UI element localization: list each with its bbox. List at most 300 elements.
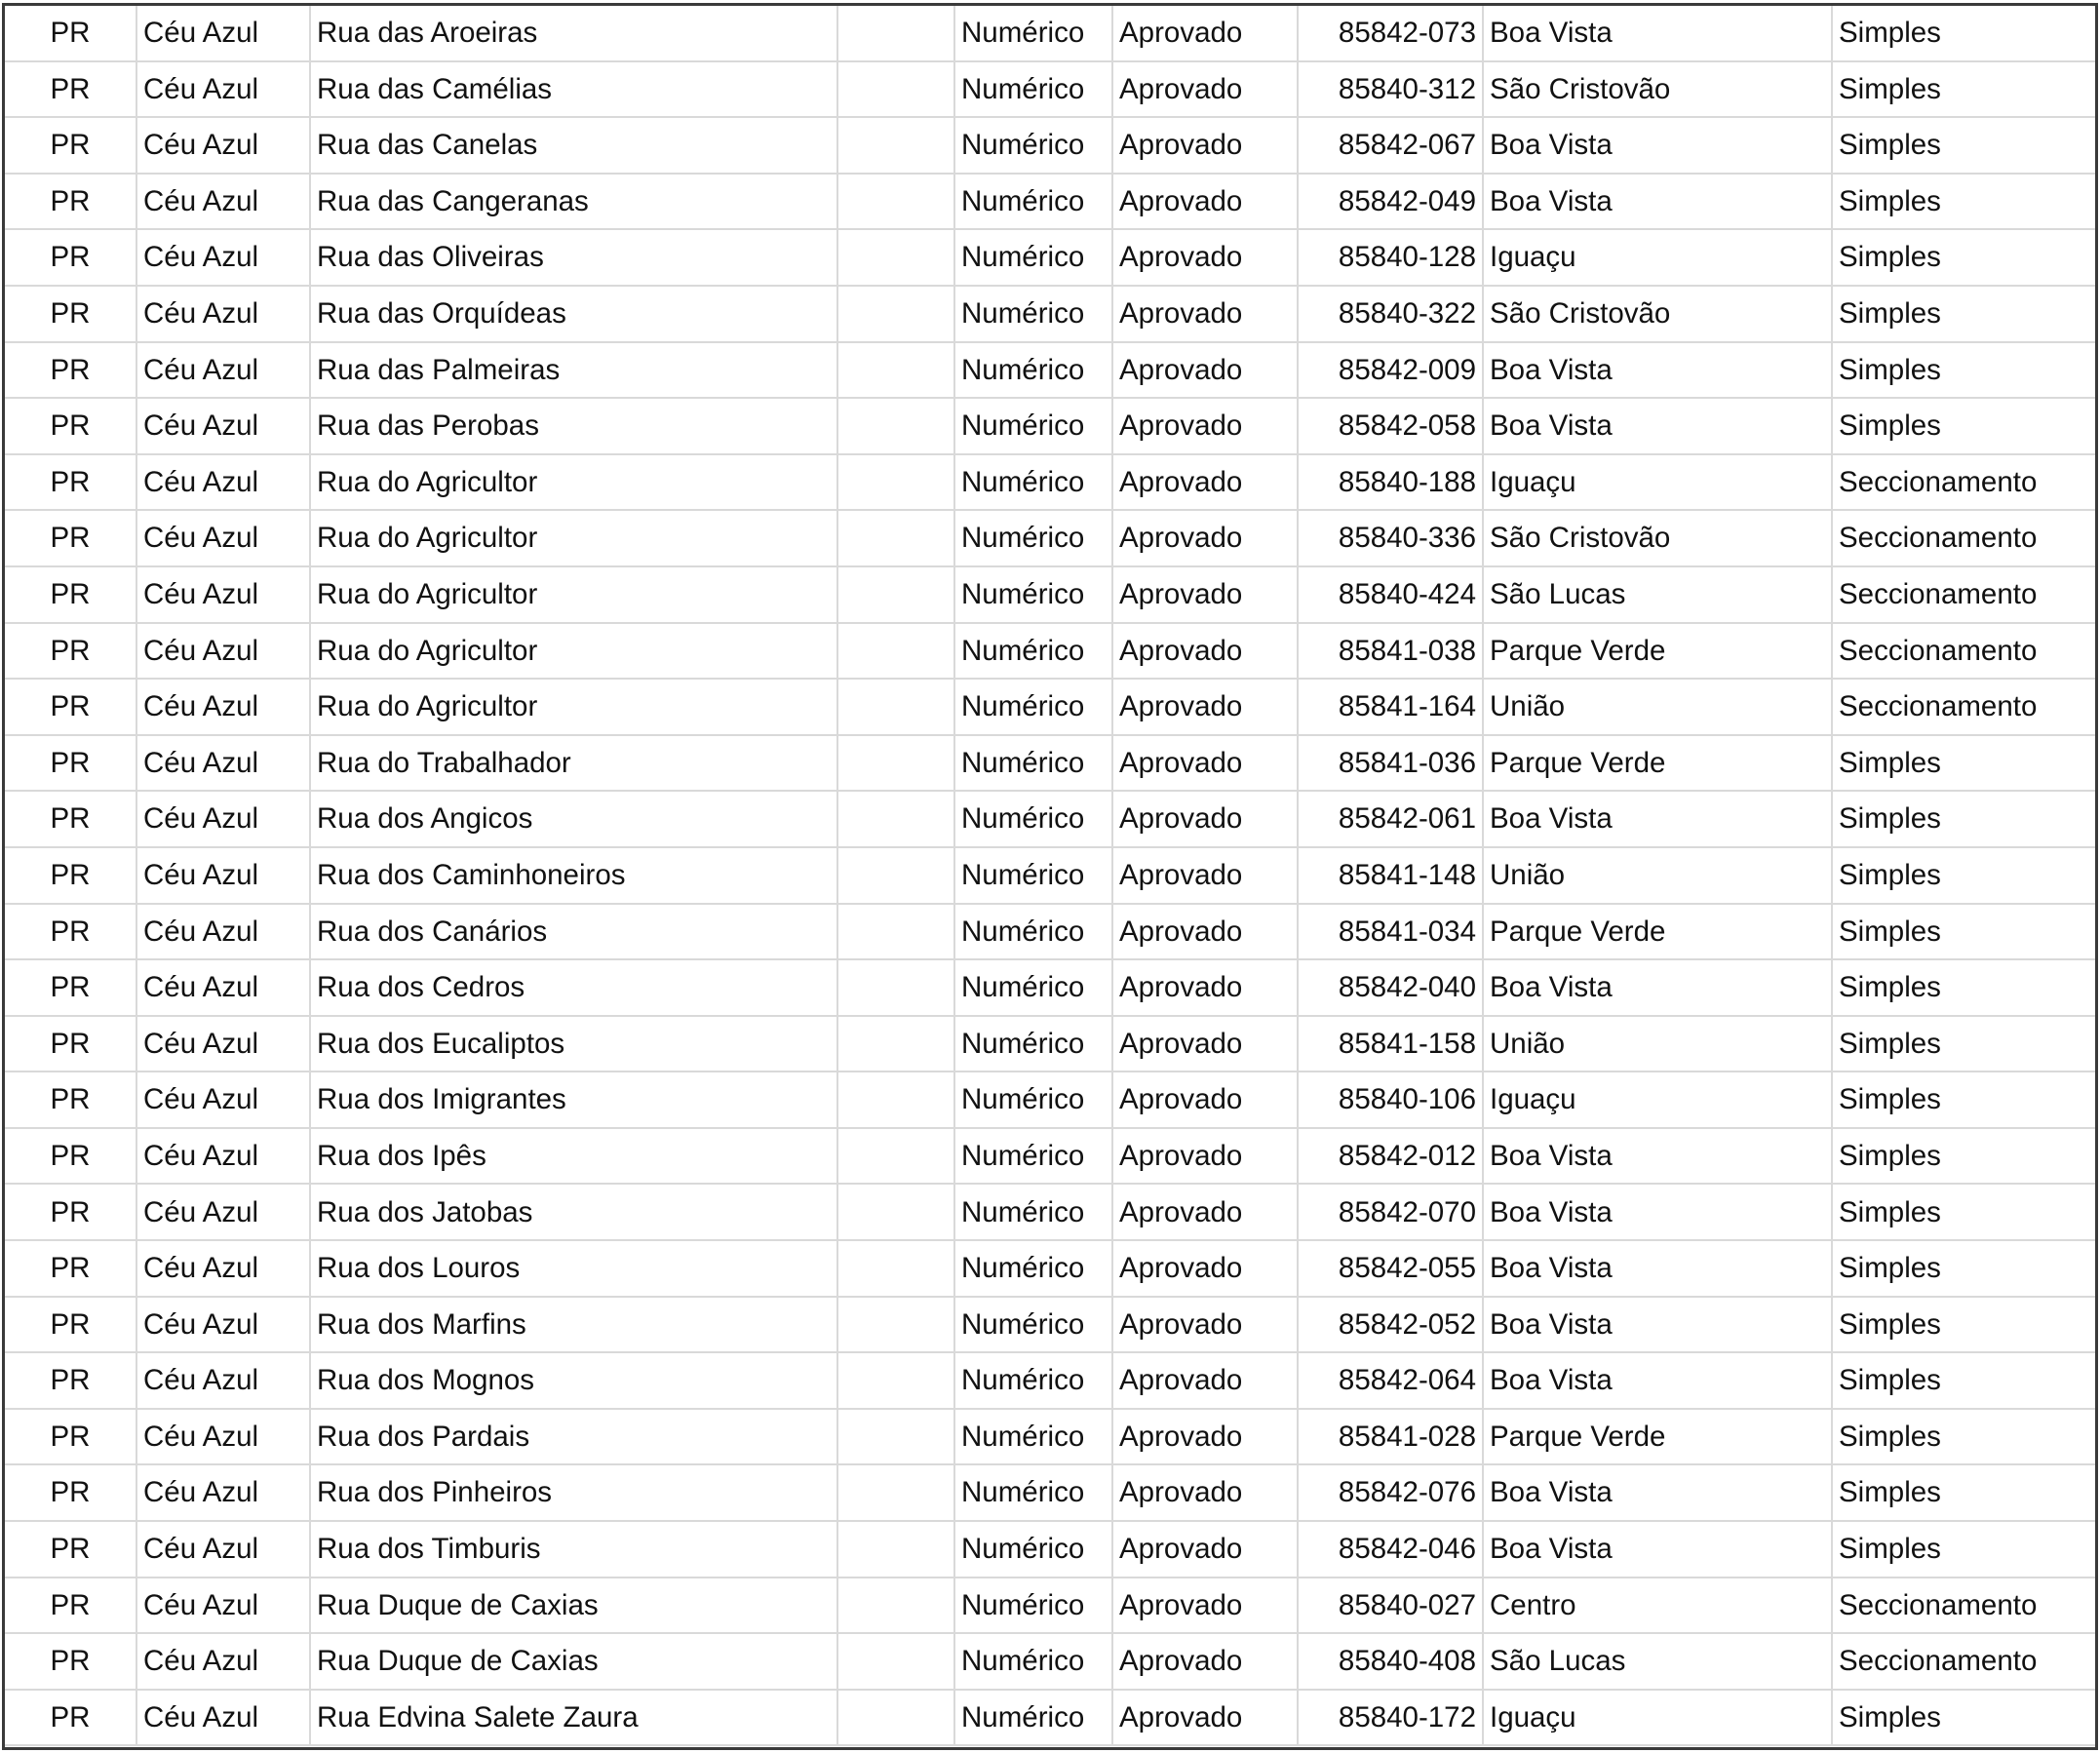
type-cell: Numérico bbox=[954, 904, 1112, 960]
cep-cell: 85841-158 bbox=[1298, 1016, 1483, 1072]
type-cell: Numérico bbox=[954, 342, 1112, 399]
district-cell: União bbox=[1483, 847, 1832, 904]
status-cell: Aprovado bbox=[1112, 61, 1298, 118]
table-row bbox=[5, 1297, 2096, 1353]
street-cell: Rua dos Marfins bbox=[310, 1297, 837, 1353]
street-cell: Rua dos Ipês bbox=[310, 1128, 837, 1185]
category-cell: Simples bbox=[1832, 286, 2096, 342]
category-cell: Simples bbox=[1832, 1409, 2096, 1465]
city-cell: Céu Azul bbox=[136, 1240, 310, 1297]
city-cell: Céu Azul bbox=[136, 1297, 310, 1353]
type-cell: Numérico bbox=[954, 1016, 1112, 1072]
street-cell: Rua dos Cedros bbox=[310, 959, 837, 1016]
empty-cell bbox=[837, 566, 954, 623]
district-cell: Iguaçu bbox=[1483, 454, 1832, 511]
status-cell: Aprovado bbox=[1112, 342, 1298, 399]
table-row bbox=[5, 174, 2096, 230]
category-cell: Simples bbox=[1832, 1464, 2096, 1521]
table-row bbox=[5, 679, 2096, 735]
uf-cell: PR bbox=[5, 735, 136, 792]
cep-cell: 85842-058 bbox=[1298, 398, 1483, 454]
category-cell: Simples bbox=[1832, 791, 2096, 847]
empty-cell bbox=[837, 1016, 954, 1072]
type-cell: Numérico bbox=[954, 454, 1112, 511]
district-cell: Boa Vista bbox=[1483, 6, 1832, 61]
category-cell: Simples bbox=[1832, 61, 2096, 118]
cep-cell: 85842-076 bbox=[1298, 1464, 1483, 1521]
uf-cell: PR bbox=[5, 959, 136, 1016]
type-cell: Numérico bbox=[954, 1690, 1112, 1746]
type-cell: Numérico bbox=[954, 679, 1112, 735]
category-cell: Simples bbox=[1832, 174, 2096, 230]
table-row bbox=[5, 904, 2096, 960]
uf-cell: PR bbox=[5, 398, 136, 454]
category-cell: Simples bbox=[1832, 904, 2096, 960]
category-cell: Simples bbox=[1832, 1016, 2096, 1072]
street-cell: Rua dos Eucaliptos bbox=[310, 1016, 837, 1072]
status-cell: Aprovado bbox=[1112, 566, 1298, 623]
category-cell: Simples bbox=[1832, 229, 2096, 286]
uf-cell: PR bbox=[5, 117, 136, 174]
status-cell: Aprovado bbox=[1112, 174, 1298, 230]
street-cell: Rua dos Canários bbox=[310, 904, 837, 960]
uf-cell: PR bbox=[5, 229, 136, 286]
type-cell: Numérico bbox=[954, 229, 1112, 286]
category-cell: Simples bbox=[1832, 1128, 2096, 1185]
category-cell: Simples bbox=[1832, 1184, 2096, 1240]
category-cell: Simples bbox=[1832, 1690, 2096, 1746]
table-row bbox=[5, 117, 2096, 174]
district-cell: Boa Vista bbox=[1483, 1297, 1832, 1353]
category-cell: Simples bbox=[1832, 735, 2096, 792]
empty-cell bbox=[837, 1578, 954, 1634]
city-cell: Céu Azul bbox=[136, 1016, 310, 1072]
district-cell: Boa Vista bbox=[1483, 174, 1832, 230]
cep-cell: 85841-034 bbox=[1298, 904, 1483, 960]
type-cell: Numérico bbox=[954, 1578, 1112, 1634]
city-cell: Céu Azul bbox=[136, 61, 310, 118]
table-row bbox=[5, 1521, 2096, 1578]
table-row bbox=[5, 510, 2096, 566]
status-cell: Aprovado bbox=[1112, 904, 1298, 960]
type-cell: Numérico bbox=[954, 398, 1112, 454]
district-cell: Iguaçu bbox=[1483, 1690, 1832, 1746]
cep-cell: 85842-012 bbox=[1298, 1128, 1483, 1185]
type-cell: Numérico bbox=[954, 1464, 1112, 1521]
district-cell: União bbox=[1483, 679, 1832, 735]
district-cell: Parque Verde bbox=[1483, 904, 1832, 960]
empty-cell bbox=[837, 679, 954, 735]
type-cell: Numérico bbox=[954, 1521, 1112, 1578]
city-cell: Céu Azul bbox=[136, 1409, 310, 1465]
city-cell: Céu Azul bbox=[136, 342, 310, 399]
empty-cell bbox=[837, 6, 954, 61]
street-cell: Rua dos Pardais bbox=[310, 1409, 837, 1465]
uf-cell: PR bbox=[5, 847, 136, 904]
district-cell: Iguaçu bbox=[1483, 1071, 1832, 1128]
district-cell: Boa Vista bbox=[1483, 342, 1832, 399]
type-cell: Numérico bbox=[954, 1071, 1112, 1128]
uf-cell: PR bbox=[5, 1690, 136, 1746]
table-row bbox=[5, 454, 2096, 511]
uf-cell: PR bbox=[5, 6, 136, 61]
city-cell: Céu Azul bbox=[136, 6, 310, 61]
cep-cell: 85840-027 bbox=[1298, 1578, 1483, 1634]
empty-cell bbox=[837, 398, 954, 454]
city-cell: Céu Azul bbox=[136, 1071, 310, 1128]
table-row bbox=[5, 342, 2096, 399]
table-row bbox=[5, 623, 2096, 680]
status-cell: Aprovado bbox=[1112, 398, 1298, 454]
district-cell: Parque Verde bbox=[1483, 735, 1832, 792]
empty-cell bbox=[837, 791, 954, 847]
uf-cell: PR bbox=[5, 1352, 136, 1409]
type-cell: Numérico bbox=[954, 791, 1112, 847]
status-cell: Aprovado bbox=[1112, 959, 1298, 1016]
cep-cell: 85841-028 bbox=[1298, 1409, 1483, 1465]
city-cell: Céu Azul bbox=[136, 1184, 310, 1240]
city-cell: Céu Azul bbox=[136, 566, 310, 623]
type-cell: Numérico bbox=[954, 735, 1112, 792]
empty-cell bbox=[837, 1352, 954, 1409]
city-cell: Céu Azul bbox=[136, 117, 310, 174]
city-cell: Céu Azul bbox=[136, 286, 310, 342]
table-row bbox=[5, 1690, 2096, 1746]
district-cell: Boa Vista bbox=[1483, 959, 1832, 1016]
street-cell: Rua das Orquídeas bbox=[310, 286, 837, 342]
uf-cell: PR bbox=[5, 1464, 136, 1521]
street-cell: Rua das Palmeiras bbox=[310, 342, 837, 399]
cep-cell: 85840-128 bbox=[1298, 229, 1483, 286]
type-cell: Numérico bbox=[954, 510, 1112, 566]
status-cell: Aprovado bbox=[1112, 1690, 1298, 1746]
type-cell: Numérico bbox=[954, 1409, 1112, 1465]
district-cell: São Lucas bbox=[1483, 1633, 1832, 1690]
city-cell: Céu Azul bbox=[136, 791, 310, 847]
uf-cell: PR bbox=[5, 1297, 136, 1353]
street-cell: Rua Duque de Caxias bbox=[310, 1578, 837, 1634]
type-cell: Numérico bbox=[954, 117, 1112, 174]
district-cell: Boa Vista bbox=[1483, 1184, 1832, 1240]
uf-cell: PR bbox=[5, 454, 136, 511]
cep-cell: 85841-038 bbox=[1298, 623, 1483, 680]
uf-cell: PR bbox=[5, 1071, 136, 1128]
empty-cell bbox=[837, 61, 954, 118]
district-cell: Boa Vista bbox=[1483, 117, 1832, 174]
empty-cell bbox=[837, 623, 954, 680]
status-cell: Aprovado bbox=[1112, 6, 1298, 61]
street-cell: Rua dos Louros bbox=[310, 1240, 837, 1297]
uf-cell: PR bbox=[5, 1409, 136, 1465]
street-cell: Rua dos Timburis bbox=[310, 1521, 837, 1578]
street-cell: Rua das Cangeranas bbox=[310, 174, 837, 230]
city-cell: Céu Azul bbox=[136, 1352, 310, 1409]
cep-cell: 85840-312 bbox=[1298, 61, 1483, 118]
uf-cell: PR bbox=[5, 904, 136, 960]
empty-cell bbox=[837, 1128, 954, 1185]
type-cell: Numérico bbox=[954, 1297, 1112, 1353]
city-cell: Céu Azul bbox=[136, 398, 310, 454]
empty-cell bbox=[837, 1297, 954, 1353]
status-cell: Aprovado bbox=[1112, 286, 1298, 342]
status-cell: Aprovado bbox=[1112, 1409, 1298, 1465]
street-cell: Rua dos Caminhoneiros bbox=[310, 847, 837, 904]
uf-cell: PR bbox=[5, 1128, 136, 1185]
category-cell: Simples bbox=[1832, 1240, 2096, 1297]
city-cell: Céu Azul bbox=[136, 510, 310, 566]
uf-cell: PR bbox=[5, 623, 136, 680]
street-cell: Rua do Agricultor bbox=[310, 510, 837, 566]
status-cell: Aprovado bbox=[1112, 735, 1298, 792]
cep-cell: 85840-188 bbox=[1298, 454, 1483, 511]
table-row bbox=[5, 1128, 2096, 1185]
category-cell: Simples bbox=[1832, 398, 2096, 454]
category-cell: Seccionamento bbox=[1832, 454, 2096, 511]
type-cell: Numérico bbox=[954, 1240, 1112, 1297]
street-cell: Rua do Agricultor bbox=[310, 454, 837, 511]
street-cell: Rua do Agricultor bbox=[310, 566, 837, 623]
table-body bbox=[5, 6, 2096, 1745]
category-cell: Simples bbox=[1832, 959, 2096, 1016]
type-cell: Numérico bbox=[954, 286, 1112, 342]
empty-cell bbox=[837, 1690, 954, 1746]
cep-cell: 85840-172 bbox=[1298, 1690, 1483, 1746]
type-cell: Numérico bbox=[954, 1128, 1112, 1185]
category-cell: Simples bbox=[1832, 847, 2096, 904]
empty-cell bbox=[837, 286, 954, 342]
category-cell: Seccionamento bbox=[1832, 1633, 2096, 1690]
cep-cell: 85842-046 bbox=[1298, 1521, 1483, 1578]
street-cell: Rua das Oliveiras bbox=[310, 229, 837, 286]
empty-cell bbox=[837, 1464, 954, 1521]
cep-cell: 85841-164 bbox=[1298, 679, 1483, 735]
table-row bbox=[5, 1184, 2096, 1240]
district-cell: São Cristovão bbox=[1483, 510, 1832, 566]
category-cell: Simples bbox=[1832, 1071, 2096, 1128]
street-cell: Rua dos Imigrantes bbox=[310, 1071, 837, 1128]
uf-cell: PR bbox=[5, 1240, 136, 1297]
status-cell: Aprovado bbox=[1112, 791, 1298, 847]
district-cell: Parque Verde bbox=[1483, 623, 1832, 680]
uf-cell: PR bbox=[5, 174, 136, 230]
empty-cell bbox=[837, 904, 954, 960]
status-cell: Aprovado bbox=[1112, 1521, 1298, 1578]
district-cell: São Cristovão bbox=[1483, 61, 1832, 118]
street-cell: Rua do Agricultor bbox=[310, 679, 837, 735]
city-cell: Céu Azul bbox=[136, 1521, 310, 1578]
category-cell: Seccionamento bbox=[1832, 510, 2096, 566]
cep-cell: 85842-070 bbox=[1298, 1184, 1483, 1240]
uf-cell: PR bbox=[5, 566, 136, 623]
cep-cell: 85841-148 bbox=[1298, 847, 1483, 904]
table-row bbox=[5, 398, 2096, 454]
table-row bbox=[5, 566, 2096, 623]
city-cell: Céu Azul bbox=[136, 174, 310, 230]
category-cell: Simples bbox=[1832, 1521, 2096, 1578]
type-cell: Numérico bbox=[954, 1184, 1112, 1240]
district-cell: Boa Vista bbox=[1483, 791, 1832, 847]
uf-cell: PR bbox=[5, 61, 136, 118]
street-cell: Rua dos Mognos bbox=[310, 1352, 837, 1409]
district-cell: São Lucas bbox=[1483, 566, 1832, 623]
uf-cell: PR bbox=[5, 286, 136, 342]
city-cell: Céu Azul bbox=[136, 454, 310, 511]
category-cell: Seccionamento bbox=[1832, 1578, 2096, 1634]
category-cell: Seccionamento bbox=[1832, 566, 2096, 623]
street-cell: Rua dos Pinheiros bbox=[310, 1464, 837, 1521]
cep-cell: 85842-073 bbox=[1298, 6, 1483, 61]
category-cell: Simples bbox=[1832, 117, 2096, 174]
uf-cell: PR bbox=[5, 791, 136, 847]
district-cell: Parque Verde bbox=[1483, 1409, 1832, 1465]
city-cell: Céu Azul bbox=[136, 1690, 310, 1746]
city-cell: Céu Azul bbox=[136, 847, 310, 904]
status-cell: Aprovado bbox=[1112, 229, 1298, 286]
city-cell: Céu Azul bbox=[136, 1578, 310, 1634]
status-cell: Aprovado bbox=[1112, 1071, 1298, 1128]
status-cell: Aprovado bbox=[1112, 1240, 1298, 1297]
cep-cell: 85842-067 bbox=[1298, 117, 1483, 174]
empty-cell bbox=[837, 735, 954, 792]
street-cell: Rua das Perobas bbox=[310, 398, 837, 454]
empty-cell bbox=[837, 847, 954, 904]
type-cell: Numérico bbox=[954, 1633, 1112, 1690]
district-cell: União bbox=[1483, 1016, 1832, 1072]
uf-cell: PR bbox=[5, 342, 136, 399]
cep-cell: 85842-009 bbox=[1298, 342, 1483, 399]
category-cell: Simples bbox=[1832, 6, 2096, 61]
district-cell: São Cristovão bbox=[1483, 286, 1832, 342]
table-row bbox=[5, 1409, 2096, 1465]
empty-cell bbox=[837, 1184, 954, 1240]
city-cell: Céu Azul bbox=[136, 1128, 310, 1185]
empty-cell bbox=[837, 117, 954, 174]
document-page bbox=[2, 3, 2098, 1750]
type-cell: Numérico bbox=[954, 1352, 1112, 1409]
uf-cell: PR bbox=[5, 1184, 136, 1240]
street-cell: Rua do Trabalhador bbox=[310, 735, 837, 792]
table-row bbox=[5, 1633, 2096, 1690]
cep-cell: 85842-055 bbox=[1298, 1240, 1483, 1297]
district-cell: Centro bbox=[1483, 1578, 1832, 1634]
cep-cell: 85842-049 bbox=[1298, 174, 1483, 230]
status-cell: Aprovado bbox=[1112, 1633, 1298, 1690]
status-cell: Aprovado bbox=[1112, 454, 1298, 511]
cep-cell: 85840-322 bbox=[1298, 286, 1483, 342]
category-cell: Simples bbox=[1832, 1352, 2096, 1409]
city-cell: Céu Azul bbox=[136, 1464, 310, 1521]
street-cell: Rua Duque de Caxias bbox=[310, 1633, 837, 1690]
district-cell: Iguaçu bbox=[1483, 229, 1832, 286]
district-cell: Boa Vista bbox=[1483, 1521, 1832, 1578]
empty-cell bbox=[837, 342, 954, 399]
table-row bbox=[5, 1240, 2096, 1297]
category-cell: Seccionamento bbox=[1832, 679, 2096, 735]
table-row bbox=[5, 286, 2096, 342]
status-cell: Aprovado bbox=[1112, 623, 1298, 680]
empty-cell bbox=[837, 229, 954, 286]
uf-cell: PR bbox=[5, 1578, 136, 1634]
city-cell: Céu Azul bbox=[136, 229, 310, 286]
type-cell: Numérico bbox=[954, 61, 1112, 118]
district-cell: Boa Vista bbox=[1483, 1128, 1832, 1185]
table-row bbox=[5, 1352, 2096, 1409]
empty-cell bbox=[837, 1409, 954, 1465]
city-cell: Céu Azul bbox=[136, 735, 310, 792]
category-cell: Simples bbox=[1832, 342, 2096, 399]
city-cell: Céu Azul bbox=[136, 679, 310, 735]
table-row bbox=[5, 959, 2096, 1016]
cep-cell: 85842-061 bbox=[1298, 791, 1483, 847]
status-cell: Aprovado bbox=[1112, 679, 1298, 735]
type-cell: Numérico bbox=[954, 566, 1112, 623]
district-cell: Boa Vista bbox=[1483, 1352, 1832, 1409]
type-cell: Numérico bbox=[954, 174, 1112, 230]
city-cell: Céu Azul bbox=[136, 1633, 310, 1690]
table-row bbox=[5, 6, 2096, 61]
status-cell: Aprovado bbox=[1112, 1464, 1298, 1521]
table-row bbox=[5, 735, 2096, 792]
table-row bbox=[5, 847, 2096, 904]
table-row bbox=[5, 791, 2096, 847]
empty-cell bbox=[837, 174, 954, 230]
uf-cell: PR bbox=[5, 679, 136, 735]
district-cell: Boa Vista bbox=[1483, 1464, 1832, 1521]
empty-cell bbox=[837, 1633, 954, 1690]
district-cell: Boa Vista bbox=[1483, 398, 1832, 454]
table-row bbox=[5, 1578, 2096, 1634]
cep-cell: 85842-040 bbox=[1298, 959, 1483, 1016]
status-cell: Aprovado bbox=[1112, 1297, 1298, 1353]
district-cell: Boa Vista bbox=[1483, 1240, 1832, 1297]
cep-cell: 85841-036 bbox=[1298, 735, 1483, 792]
status-cell: Aprovado bbox=[1112, 1184, 1298, 1240]
empty-cell bbox=[837, 1071, 954, 1128]
empty-cell bbox=[837, 510, 954, 566]
street-cell: Rua das Canelas bbox=[310, 117, 837, 174]
table-row bbox=[5, 1016, 2096, 1072]
type-cell: Numérico bbox=[954, 959, 1112, 1016]
city-cell: Céu Azul bbox=[136, 623, 310, 680]
street-cell: Rua das Camélias bbox=[310, 61, 837, 118]
empty-cell bbox=[837, 1240, 954, 1297]
type-cell: Numérico bbox=[954, 6, 1112, 61]
table-row bbox=[5, 229, 2096, 286]
cep-cell: 85842-064 bbox=[1298, 1352, 1483, 1409]
status-cell: Aprovado bbox=[1112, 1352, 1298, 1409]
street-cell: Rua Edvina Salete Zaura bbox=[310, 1690, 837, 1746]
table-row bbox=[5, 1464, 2096, 1521]
status-cell: Aprovado bbox=[1112, 1128, 1298, 1185]
empty-cell bbox=[837, 454, 954, 511]
city-cell: Céu Azul bbox=[136, 959, 310, 1016]
empty-cell bbox=[837, 959, 954, 1016]
table-row bbox=[5, 1071, 2096, 1128]
street-cell: Rua das Aroeiras bbox=[310, 6, 837, 61]
status-cell: Aprovado bbox=[1112, 510, 1298, 566]
category-cell: Simples bbox=[1832, 1297, 2096, 1353]
category-cell: Seccionamento bbox=[1832, 623, 2096, 680]
uf-cell: PR bbox=[5, 1633, 136, 1690]
address-table bbox=[5, 6, 2097, 1746]
type-cell: Numérico bbox=[954, 623, 1112, 680]
status-cell: Aprovado bbox=[1112, 117, 1298, 174]
cep-cell: 85840-424 bbox=[1298, 566, 1483, 623]
table-row bbox=[5, 61, 2096, 118]
cep-cell: 85840-408 bbox=[1298, 1633, 1483, 1690]
cep-cell: 85840-106 bbox=[1298, 1071, 1483, 1128]
status-cell: Aprovado bbox=[1112, 1578, 1298, 1634]
